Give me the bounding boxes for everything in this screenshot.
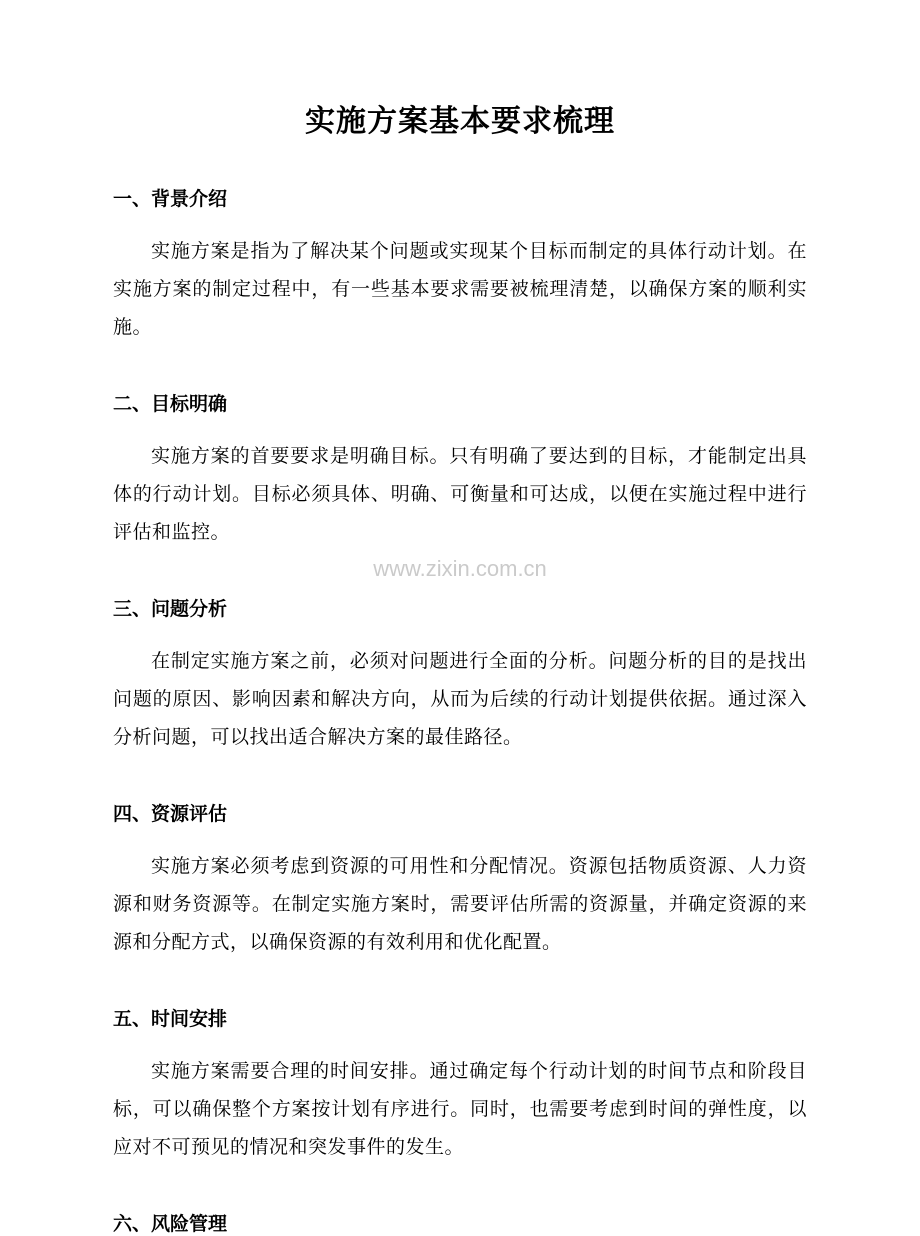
section-paragraph: 实施方案必须考虑到资源的可用性和分配情况。资源包括物质资源、人力资源和财务资源等。在制定实施方案时，需要评估所需的资源量，并确定资源的来源和分配方式，以确保资源的有效利用和优化配置。 [113,856,807,953]
section-heading: 四、资源评估 [113,804,228,825]
section-heading: 三、问题分析 [113,599,228,620]
section-goals [113,389,807,552]
section-risk-management [113,1209,807,1236]
section-paragraph: 在制定实施方案之前，必须对问题进行全面的分析。问题分析的目的是找出问题的原因、影响因素和解决方向，从而为后续的行动计划提供依据。通过深入分析问题，可以找出适合解决方案的最佳路径。 [113,651,807,748]
section-background [113,184,807,347]
section-time-schedule [113,1004,807,1167]
section-heading: 五、时间安排 [113,1009,228,1030]
document-title: 实施方案基本要求梳理 [305,105,615,138]
section-heading: 二、目标明确 [113,394,228,415]
section-heading: 一、背景介绍 [113,189,228,210]
section-paragraph: 实施方案需要合理的时间安排。通过确定每个行动计划的时间节点和阶段目标，可以确保整个方案按计划有序进行。同时，也需要考虑到时间的弹性度，以应对不可预见的情况和突发事件的发生。 [113,1061,807,1158]
section-problem-analysis [113,594,807,757]
watermark: www.zixin.com.cn [373,556,547,581]
section-heading: 六、风险管理 [113,1214,228,1235]
section-resource-evaluation [113,799,807,962]
section-paragraph: 实施方案的首要要求是明确目标。只有明确了要达到的目标，才能制定出具体的行动计划。目标必须具体、明确、可衡量和可达成，以便在实施过程中进行评估和监控。 [113,446,807,543]
section-paragraph: 实施方案是指为了解决某个问题或实现某个目标而制定的具体行动计划。在实施方案的制定过程中，有一些基本要求需要被梳理清楚，以确保方案的顺利实施。 [113,241,807,338]
